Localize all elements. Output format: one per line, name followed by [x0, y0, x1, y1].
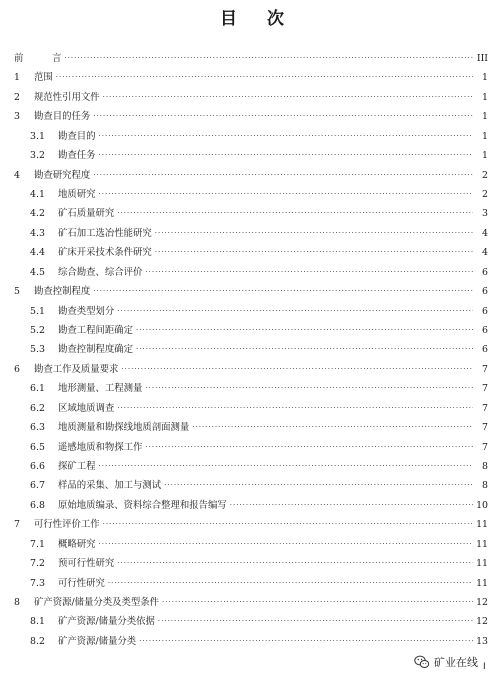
- toc-entry-label: 可行性评价工作: [34, 519, 100, 531]
- toc-entry-page: 6: [482, 344, 488, 356]
- toc-entry[interactable]: [14, 265, 488, 279]
- toc-entry-label: 规范性引用文件: [34, 91, 100, 103]
- toc-leader-dots: [164, 479, 473, 491]
- toc-entry-page: 1: [482, 130, 488, 142]
- toc-leader-dots: [136, 343, 473, 355]
- toc-entry-label: 范围: [34, 72, 53, 84]
- toc-entry[interactable]: [14, 148, 488, 162]
- toc-entry-page: 7: [482, 363, 488, 375]
- toc-entry[interactable]: [14, 478, 488, 492]
- toc-leader-dots: [108, 577, 473, 589]
- toc-entry[interactable]: [14, 401, 488, 415]
- toc-entry-label: 地质研究: [58, 189, 96, 200]
- toc-entry-number: 7.2: [30, 558, 45, 570]
- toc-entry-label: 原始地质编录、资料综合整理和报告编写: [58, 499, 227, 511]
- toc-entry-label: 综合勘查、综合评价: [58, 266, 143, 278]
- watermark-text: 矿业在线: [434, 656, 478, 669]
- toc-entry[interactable]: [14, 206, 488, 220]
- toc-entry-page: 8: [482, 461, 488, 473]
- toc-entry[interactable]: [14, 420, 488, 434]
- toc-entry-page: 6: [482, 305, 488, 317]
- toc-entry-page: 11: [476, 519, 488, 531]
- toc-entry[interactable]: [14, 323, 488, 337]
- toc-entry-number: 6.7: [30, 480, 45, 492]
- toc-entry-label: 勘查任务: [58, 150, 96, 162]
- toc-entry-label: 地形测量、工程测量: [58, 383, 143, 395]
- toc-entry[interactable]: [14, 70, 488, 84]
- toc-entry-number: 7.1: [30, 538, 45, 550]
- toc-leader-dots: [56, 71, 473, 83]
- toc-entry-label: 勘查类型划分: [58, 305, 115, 317]
- toc-leader-dots: [93, 169, 473, 181]
- toc-entry-page: 8: [482, 480, 488, 492]
- toc-entry-label: 预可行性研究: [58, 558, 115, 570]
- toc-leader-dots: [192, 421, 473, 433]
- toc-entry-number: 4.3: [30, 227, 45, 239]
- toc-entry-number: 4: [14, 169, 20, 181]
- toc-entry-page: 1: [482, 72, 488, 84]
- toc-entry-number: 4.5: [30, 266, 45, 278]
- toc-entry-number: 4.1: [30, 189, 45, 200]
- toc-entry-page: 11: [476, 558, 488, 570]
- toc-entry-number: 6.6: [30, 461, 45, 473]
- toc-entry-page: 11: [476, 538, 488, 550]
- toc-leader-dots: [103, 91, 473, 103]
- toc-entry-label: 矿石质量研究: [58, 208, 115, 220]
- toc-entry[interactable]: [14, 304, 488, 318]
- title-part-2: 次: [267, 9, 284, 29]
- toc-entry-page: 12: [476, 616, 488, 628]
- toc-entry[interactable]: [14, 168, 488, 182]
- toc-entry[interactable]: [14, 440, 488, 454]
- toc-entry[interactable]: [14, 226, 488, 240]
- toc-leader-dots: [103, 518, 473, 530]
- toc-entry-label: 矿石加工选冶性能研究: [58, 227, 152, 239]
- toc-entry-label: 勘查研究程度: [34, 169, 91, 181]
- toc-entry[interactable]: [14, 381, 488, 395]
- toc-leader-dots: [99, 538, 473, 550]
- toc-entry[interactable]: [14, 109, 488, 123]
- toc-entry-number: 8.1: [30, 616, 45, 628]
- toc-entry-number: 7.3: [30, 577, 45, 589]
- toc-leader-dots: [93, 110, 473, 122]
- toc-entry-number: 5.1: [30, 305, 45, 317]
- toc-entry-label: 样品的采集、加工与测试: [58, 480, 162, 492]
- page-title: [0, 4, 504, 29]
- toc-entry-number: 2: [14, 91, 20, 103]
- toc-leader-dots: [117, 305, 473, 317]
- toc-entry-number: 5: [14, 286, 20, 298]
- toc-entry-label: 勘查控制程度确定: [58, 344, 134, 356]
- toc-entry-label: 可行性研究: [58, 577, 105, 589]
- toc-entry-page: 7: [482, 402, 488, 414]
- toc-entry-number: 6.3: [30, 422, 45, 434]
- toc-leader-dots: [145, 382, 473, 394]
- toc-entry[interactable]: [14, 129, 488, 143]
- toc-entry-label: 勘查工程间距确定: [58, 325, 134, 337]
- toc-entry[interactable]: [14, 634, 488, 648]
- toc-entry-label: 勘查目的任务: [34, 111, 91, 123]
- title-part-1: 目: [220, 9, 237, 29]
- toc-entry-page: 6: [482, 286, 488, 298]
- toc-leader-dots: [93, 285, 473, 297]
- watermark: [414, 651, 500, 673]
- toc-entry[interactable]: [14, 614, 488, 628]
- toc-entry-label: 探矿工程: [58, 461, 96, 473]
- toc-entry-page: 10: [476, 499, 488, 511]
- toc-entry-number: 6: [14, 363, 20, 375]
- toc-entry-page: 4: [482, 227, 488, 239]
- toc-leader-dots: [99, 460, 473, 472]
- toc-leader-dots: [99, 149, 473, 161]
- toc-entry-label: 区域地质调查: [58, 402, 115, 414]
- toc-entry-label: 地质测量和勘探线地质剖面测量: [58, 422, 190, 434]
- toc-entry[interactable]: [14, 459, 488, 473]
- page-roman-mark: I: [483, 662, 486, 672]
- toc-entry[interactable]: [14, 51, 488, 65]
- toc-entry-number: 5.2: [30, 325, 45, 337]
- toc-leader-dots: [155, 246, 473, 258]
- toc-entry-page: 4: [482, 247, 488, 259]
- toc-entry[interactable]: [14, 556, 488, 570]
- toc-entry-page: 7: [482, 422, 488, 434]
- toc-entry-page: 2: [482, 169, 488, 181]
- toc-leader-dots: [158, 615, 473, 627]
- toc-entry-page: 13: [476, 635, 488, 647]
- toc-entry-page: 3: [482, 208, 488, 220]
- toc-leader-dots: [121, 363, 473, 375]
- toc-entry-label: 言: [52, 53, 62, 64]
- wechat-icon: [414, 654, 430, 670]
- toc-leader-dots: [145, 441, 473, 453]
- toc-entry-number: 1: [14, 72, 20, 84]
- toc-leader-dots: [117, 557, 473, 569]
- toc-leader-dots: [99, 130, 473, 142]
- toc-entry[interactable]: [14, 362, 488, 376]
- toc-entry-label: 勘查控制程度: [34, 286, 91, 298]
- toc-entry-page: 6: [482, 266, 488, 278]
- toc-entry-number: 4.4: [30, 247, 45, 259]
- toc-entry-page: 12: [476, 597, 488, 609]
- toc-leader-dots: [117, 402, 473, 414]
- toc-entry-page: 6: [482, 325, 488, 337]
- toc-entry[interactable]: [14, 498, 488, 512]
- toc-leader-dots: [64, 52, 473, 64]
- toc-entry-number: 4.2: [30, 208, 45, 220]
- toc-entry[interactable]: [14, 187, 488, 201]
- toc-entry-number: 6.5: [30, 441, 45, 453]
- toc-entry[interactable]: [14, 90, 488, 104]
- toc-entry-number: 6.8: [30, 499, 45, 511]
- toc-entry[interactable]: [14, 517, 488, 531]
- toc-entry[interactable]: [14, 576, 488, 590]
- toc-entry-label: 遥感地质和物探工作: [58, 441, 143, 453]
- toc-entry-page: 11: [476, 577, 488, 589]
- toc-entry[interactable]: [14, 595, 488, 609]
- toc-entry-label: 勘查工作及质量要求: [34, 363, 119, 375]
- toc-entry-page: III: [476, 53, 488, 64]
- toc-entry-number: 3.1: [30, 130, 45, 142]
- toc-entry-number: 8.2: [30, 635, 45, 647]
- toc-entry-page: 1: [482, 111, 488, 123]
- toc-leader-dots: [230, 499, 473, 511]
- toc-entry-number: 7: [14, 519, 20, 531]
- toc-entry-page: 7: [482, 383, 488, 395]
- toc-entry[interactable]: [14, 245, 488, 259]
- toc-entry-page: 7: [482, 441, 488, 453]
- toc-leader-dots: [99, 188, 473, 200]
- toc-entry-page: 2: [482, 189, 488, 200]
- toc-entry-number: 5.3: [30, 344, 45, 356]
- toc-entry[interactable]: [14, 537, 488, 551]
- toc-leader-dots: [145, 266, 473, 278]
- toc-entry-number: 3.2: [30, 150, 45, 162]
- toc-entry[interactable]: [14, 284, 488, 298]
- toc-entry-label: 矿产资源/储量分类依据: [58, 616, 155, 628]
- toc-entry-label: 矿产资源/储量分类: [58, 635, 137, 647]
- toc-entry-number: 前: [14, 53, 24, 64]
- toc-entry-label: 概略研究: [58, 538, 96, 550]
- toc-entry-number: 8: [14, 597, 20, 609]
- toc-entry-number: 3: [14, 111, 20, 123]
- toc-entry-page: 1: [482, 91, 488, 103]
- toc-entry-label: 矿产资源/储量分类及类型条件: [34, 597, 160, 609]
- toc-entry-number: 6.1: [30, 383, 45, 395]
- toc-leader-dots: [162, 596, 473, 608]
- toc-entry-label: 矿床开采技术条件研究: [58, 247, 152, 259]
- toc-entry-number: 6.2: [30, 402, 45, 414]
- toc-entry-label: 勘查目的: [58, 130, 96, 142]
- toc-leader-dots: [136, 324, 473, 336]
- toc-entry[interactable]: [14, 342, 488, 356]
- toc-leader-dots: [139, 635, 473, 647]
- toc-leader-dots: [155, 227, 473, 239]
- toc-entry-page: 1: [482, 150, 488, 162]
- toc-leader-dots: [117, 207, 473, 219]
